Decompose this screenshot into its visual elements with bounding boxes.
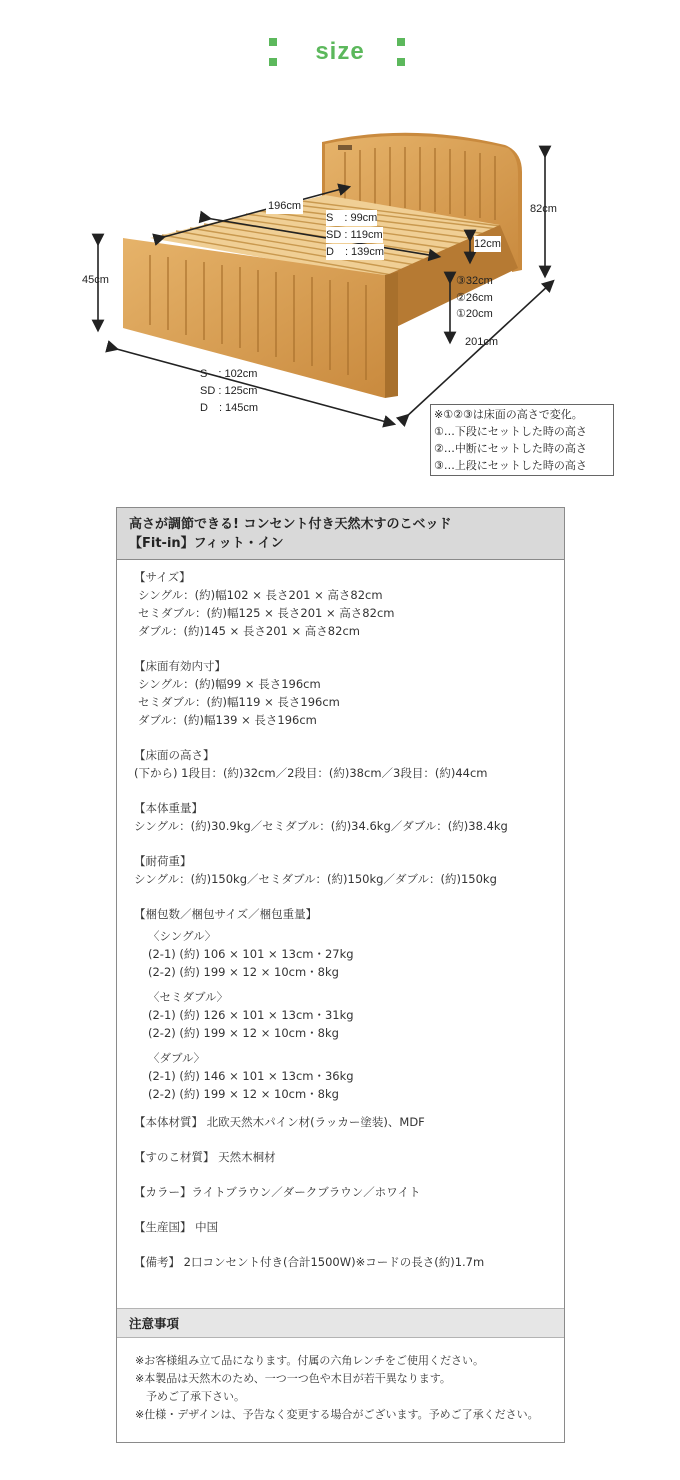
size-heading bbox=[0, 34, 680, 74]
package-group-double bbox=[134, 1049, 552, 1103]
package-line: (2-1) (約) 126 × 101 × 13cm・31kg bbox=[148, 1008, 354, 1022]
spec-title-line1: 高さが調節できる! コンセント付き天然木すのこベッド bbox=[129, 517, 452, 532]
inner-width-d-label: D : 139cm bbox=[326, 246, 385, 258]
outer-width-s-label: S : 102cm bbox=[200, 368, 258, 380]
height-note-line: ※①②③は床面の高さで変化。 bbox=[434, 408, 583, 421]
package-group-single bbox=[134, 927, 552, 981]
inner-width-sd-label: SD : 119cm bbox=[326, 229, 383, 241]
height-note-line: ①…下段にセットした時の高さ bbox=[434, 425, 587, 438]
size-line: シングル：(約)幅102 × 長さ201 × 高さ82cm bbox=[138, 588, 383, 602]
package-line: (2-1) (約) 146 × 101 × 13cm・36kg bbox=[148, 1069, 354, 1083]
inner-size-line: シングル：(約)幅99 × 長さ196cm bbox=[138, 677, 321, 691]
inner-length-label: 196cm bbox=[268, 200, 302, 212]
spec-panel bbox=[116, 507, 565, 1443]
gap-12-label: 12cm bbox=[474, 238, 501, 250]
caution-line: ※本製品は天然木のため、一つ一つ色や木目が若干異なります。 bbox=[135, 1372, 451, 1385]
inner-size-line: セミダブル：(約)幅119 × 長さ196cm bbox=[138, 695, 340, 709]
weight-heading: 【本体重量】 bbox=[134, 801, 203, 815]
package-line: (2-1) (約) 106 × 101 × 13cm・27kg bbox=[148, 947, 354, 961]
origin-line: 【生産国】 中国 bbox=[134, 1220, 219, 1234]
height-note-box bbox=[430, 404, 614, 476]
size-line: セミダブル：(約)幅125 × 長さ201 × 高さ82cm bbox=[138, 606, 395, 620]
package-line: (2-2) (約) 199 × 12 × 10cm・8kg bbox=[148, 1026, 339, 1040]
color-line: 【カラー】ライトブラウン／ダークブラウン／ホワイト bbox=[134, 1185, 421, 1199]
inner-size-line: ダブル：(約)幅139 × 長さ196cm bbox=[138, 713, 317, 727]
caution-line: ※お客様組み立て品になります。付属の六角レンチをご使用ください。 bbox=[135, 1354, 485, 1367]
weight-line: シングル：(約)30.9kg／セミダブル：(約)34.6kg／ダブル：(約)38.4kg bbox=[134, 819, 508, 833]
height-note-line: ③…上段にセットした時の高さ bbox=[434, 459, 587, 472]
remarks-line: 【備考】 2口コンセント付き(合計1500W)※コードの長さ(約)1.7m bbox=[134, 1255, 485, 1269]
right-accent-dots bbox=[395, 38, 409, 70]
floor-height-section bbox=[134, 746, 552, 782]
load-line: シングル：(約)150kg／セミダブル：(約)150kg／ダブル：(約)150kg bbox=[134, 872, 497, 886]
size-heading-label: 【サイズ】 bbox=[134, 570, 191, 584]
floor-height-heading: 【床面の高さ】 bbox=[134, 748, 215, 762]
package-line: (2-2) (約) 199 × 12 × 10cm・8kg bbox=[148, 965, 339, 979]
weight-section bbox=[134, 799, 552, 835]
caution-line: ※仕様・デザインは、予告なく変更する場合がございます。予めご了承ください。 bbox=[135, 1408, 539, 1421]
floor-height-1-label: ①20cm bbox=[456, 308, 493, 320]
height-82-label: 82cm bbox=[530, 203, 557, 215]
floor-height-2-label: ②26cm bbox=[456, 292, 493, 304]
spec-title bbox=[117, 508, 564, 560]
height-note-line: ②…中断にセットした時の高さ bbox=[434, 442, 587, 455]
load-section bbox=[134, 852, 552, 888]
inner-size-section bbox=[134, 657, 552, 729]
headboard-outlet bbox=[338, 145, 352, 150]
floor-height-line: (下から) 1段目：(約)32cm／2段目：(約)38cm／3段目：(約)44cm bbox=[134, 766, 488, 780]
outer-width-sd-label: SD : 125cm bbox=[200, 385, 258, 397]
outer-width-d-label: D : 145cm bbox=[200, 402, 259, 414]
package-heading: 【梱包数／梱包サイズ／梱包重量】 bbox=[134, 907, 318, 921]
load-heading: 【耐荷重】 bbox=[134, 854, 192, 868]
material-line: 【本体材質】 北欧天然木パイン材(ラッカー塗装)、MDF bbox=[134, 1115, 425, 1129]
length-201-label: 201cm bbox=[465, 336, 499, 348]
spec-title-line2: 【Fit-in】フィット・イン bbox=[129, 536, 284, 551]
footboard-edge bbox=[385, 272, 398, 398]
size-title: size bbox=[315, 38, 365, 65]
package-section bbox=[134, 905, 552, 1103]
caution-line: 予めご了承下さい。 bbox=[135, 1390, 245, 1403]
inner-size-heading: 【床面有効内寸】 bbox=[134, 659, 226, 673]
package-group-name: 〈シングル〉 bbox=[148, 929, 217, 943]
caution-body bbox=[117, 1352, 564, 1424]
size-section bbox=[134, 568, 552, 640]
caution-heading: 注意事項 bbox=[117, 1308, 564, 1338]
slat-material-line: 【すのこ材質】 天然木桐材 bbox=[134, 1150, 276, 1164]
package-group-name: 〈セミダブル〉 bbox=[148, 990, 229, 1004]
inner-width-s-label: S : 99cm bbox=[326, 212, 378, 224]
height-45-label: 45cm bbox=[82, 274, 109, 286]
floor-height-3-label: ③32cm bbox=[456, 275, 493, 287]
package-group-semidouble bbox=[134, 988, 552, 1042]
spec-body bbox=[117, 560, 564, 1271]
size-line: ダブル：(約)145 × 長さ201 × 高さ82cm bbox=[138, 624, 360, 638]
package-group-name: 〈ダブル〉 bbox=[148, 1051, 206, 1065]
package-line: (2-2) (約) 199 × 12 × 10cm・8kg bbox=[148, 1087, 339, 1101]
